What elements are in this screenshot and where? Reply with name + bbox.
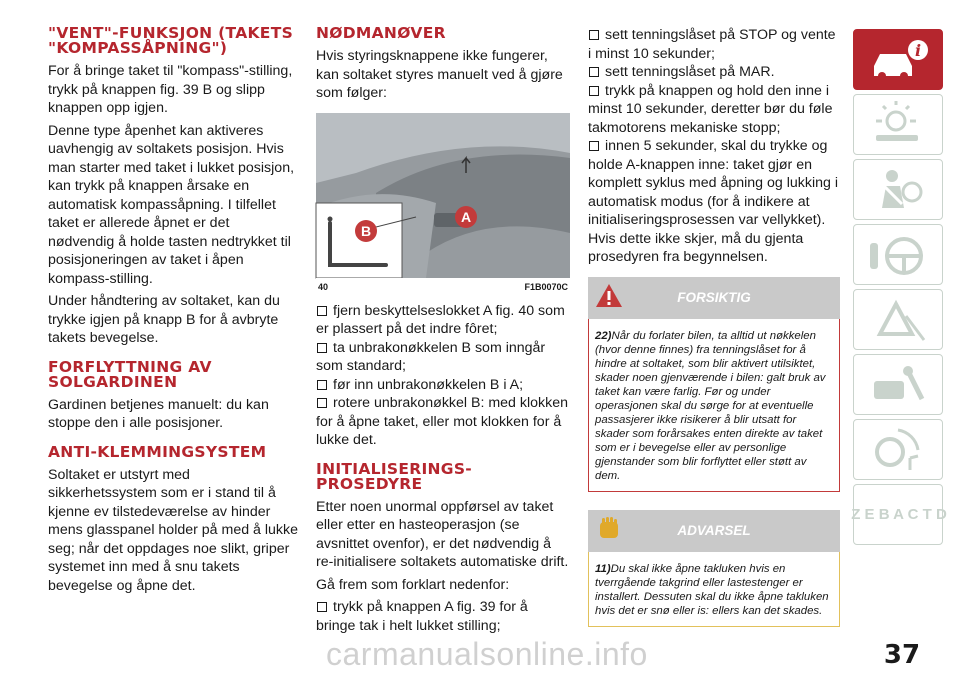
tab-lights[interactable]	[853, 94, 943, 155]
tab-driving[interactable]	[853, 224, 943, 285]
checkbox-bullet-icon	[589, 67, 599, 77]
checkbox-bullet-icon	[589, 30, 599, 40]
bullet-item: innen 5 sekunder, skal du trykke og holde A-knappen inne: taket gjør en komplett syklus med åpning og lukking i automatisk modus (for å indikere at initialiseringsprosessen var vellykket).	[588, 138, 838, 228]
seatbelt-airbag-icon	[866, 164, 932, 216]
caution-text: Når du forlater bilen, ta alltid ut nøkkelen (hvor denne finnes) fra tenningslåset for å hindre at soltaket, som blir aktivert utilsiktet, skader noen gjenværende i bilen: galt bruk av taket kan være farlig. Før og under operasjonen skal du sørge for at eventuelle passasjerer ikke risikerer å blir utsatt for skader som forårsakes enten direkte av taket som er i bevegelse eller av personlige gjenstander som blir forflyttet eller støtt av dem.	[595, 329, 826, 482]
bullet-item: rotere unbrakonøkkel B: med klokken for å åpne taket, eller mot klokken for å lukke det.	[316, 395, 568, 448]
column-right	[588, 26, 840, 627]
bullet-item: sett tenningslåset på MAR.	[588, 63, 840, 82]
column-left	[48, 26, 298, 599]
callout-a-label: A	[460, 208, 472, 225]
page-number: 37	[883, 640, 921, 670]
bullet-item: trykk på knappen og hold den inne i minst 10 sekunder, deretter bør du føle takmotorens mekaniske stopp;	[588, 82, 833, 136]
checkbox-bullet-icon	[589, 141, 599, 151]
paragraph: For å bringe taket til "kompass"-stilling, trykk på knappen fig. 39 B og slipp knappen opp igjen.	[48, 63, 293, 116]
notice-text: Du skal ikke åpne takluken hvis en tverrgående takgrind eller lastestenger er installert. Dessuten skal du ikke åpne takluken hvis det er snø eller is: ellers kan det skades.	[595, 562, 829, 617]
checkbox-bullet-icon	[317, 343, 327, 353]
notice-title: ADVARSEL	[677, 522, 751, 538]
paragraph: Soltaket er utstyrt med sikkerhetssystem som er i stand til å kjenne ev tilstedeværelse av hinder mens glasspanel holder på med å lukke seg; når det oppdages noe slikt, griper systemet inn med å snu takets bevegelse og åpne det.	[48, 466, 299, 594]
car-info-icon	[866, 34, 932, 86]
column-middle	[316, 26, 570, 635]
callout-b-label: B	[360, 222, 372, 239]
heading-anti-pinch: ANTI-KLEMMINGSYSTEM	[48, 442, 267, 461]
tab-safety[interactable]	[853, 159, 943, 220]
checkbox-bullet-icon	[317, 306, 327, 316]
tab-technical[interactable]	[853, 419, 943, 480]
heading-initialisation: INITIALISERINGS- PROSEDYRE	[316, 459, 473, 493]
caution-body	[588, 319, 840, 492]
bullet-item: før inn unbrakonøkkelen B i A;	[316, 376, 570, 395]
paragraph: Etter noen unormal oppførsel av taket eller etter en hasteoperasjon (se avsnittet ovenfor), er det nødvendig å re-initialisere soltakets automatiske drift.	[316, 498, 569, 570]
bullet-item: sett tenningslåset på STOP og vente i minst 10 sekunder;	[588, 27, 836, 62]
checkbox-bullet-icon	[317, 380, 327, 390]
caution-title: FORSIKTIG	[677, 289, 751, 305]
media-icon	[866, 424, 932, 476]
heading-sunshade: FORFLYTTNING AV SOLGARDINEN	[48, 357, 212, 391]
caution-number: 22)	[595, 329, 612, 342]
chapter-tabs	[851, 29, 947, 549]
notice-body	[588, 552, 840, 627]
sunroof-illustration	[316, 113, 570, 278]
service-tools-icon	[866, 359, 932, 411]
notice-header	[588, 510, 840, 552]
paragraph: Hvis styringsknappene ikke fungerer, kan soltaket styres manuelt ved å gjøre som følger:	[316, 48, 563, 101]
paragraph: Gå frem som forklart nedenfor:	[316, 576, 510, 593]
paragraph: Denne type åpenhet kan aktiveres uavhengig av soltakets posisjon. Hvis man starter med taket i lukket posisjon, kan trykk på knappen årsake en automatisk kompassåpning. I tilfellet taket er allerede åpnet er det nødvendig å holde tasten nedtrykket til posisjoneringen av taket i åpen kompass-stilling.	[48, 122, 295, 287]
bullet-item: ta unbrakonøkkelen B som inngår som standard;	[316, 339, 546, 374]
steering-wheel-icon	[866, 229, 932, 281]
checkbox-bullet-icon	[317, 398, 327, 408]
paragraph: Hvis dette ikke skjer, må du gjenta prosedyren fra begynnelsen.	[588, 230, 804, 265]
bullet-item: trykk på knappen A fig. 39 for å bringe tak i helt lukket stilling;	[316, 599, 528, 634]
tab-car-info[interactable]	[853, 29, 943, 90]
figure-code: F1B0070C	[524, 281, 568, 292]
heading-emergency: NØDMANØVER	[316, 24, 446, 42]
figure-number: 40	[318, 281, 329, 292]
watermark: carmanualsonline.info	[326, 636, 648, 672]
paragraph: Gardinen betjenes manuelt: du kan stoppe den i alle posisjoner.	[48, 396, 269, 431]
tab-index[interactable]	[851, 484, 947, 545]
lights-icon	[866, 99, 932, 151]
svg-text:Z E B A C T D: Z E B A C T D	[851, 506, 947, 523]
tab-emergency[interactable]	[853, 289, 943, 350]
checkbox-bullet-icon	[317, 602, 327, 612]
tab-maintenance[interactable]	[853, 354, 943, 415]
warning-road-icon	[866, 294, 932, 346]
notice-number: 11)	[595, 562, 611, 575]
checkbox-bullet-icon	[589, 86, 599, 96]
figure-40	[316, 113, 570, 296]
caution-header	[588, 277, 840, 319]
index-letters-icon	[851, 489, 947, 541]
paragraph: Under håndtering av soltaket, kan du trykke igjen på knapp B for å avbryte takets bevegelse.	[48, 293, 280, 346]
bullet-item: fjern beskyttelseslokket A fig. 40 som er plassert på det indre fôret;	[316, 302, 565, 337]
figure-caption	[316, 278, 570, 296]
heading-vent-function: "VENT"-FUNKSJON (TAKETS "KOMPASSÅPNING")	[48, 24, 294, 57]
svg-text:i: i	[914, 41, 922, 60]
